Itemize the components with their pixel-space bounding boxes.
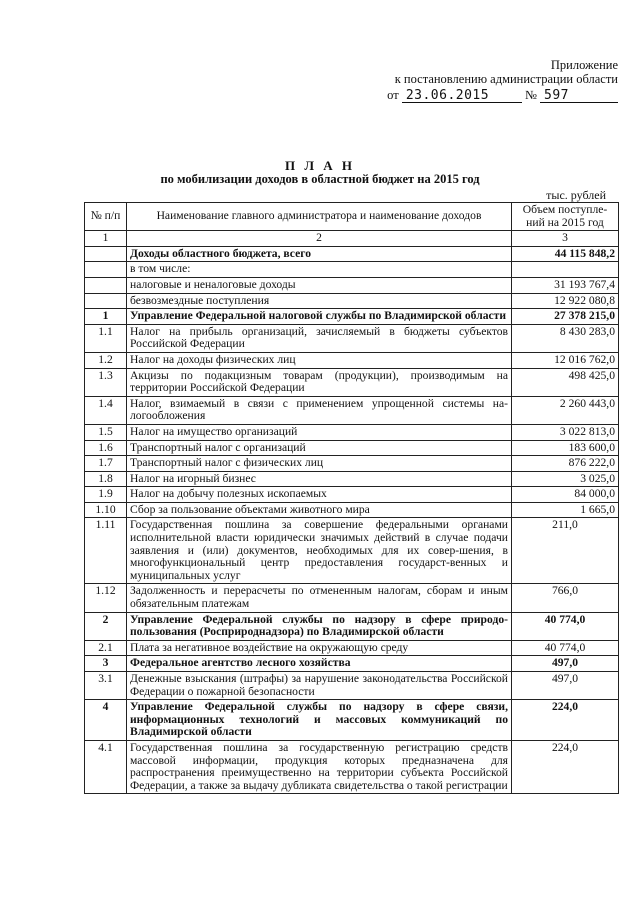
row-name: в том числе: [127,262,512,278]
row-value: 3 022 813,0 [512,424,619,440]
column-index: 1 [85,231,127,247]
row-value: 497,0 [512,656,619,672]
row-number: 1.1 [85,324,127,352]
row-name: Налог на добычу полезных ископаемых [127,487,512,503]
row-name: Плата за негативное воздействие на окружающую среду [127,640,512,656]
row-value: 183 600,0 [512,440,619,456]
row-number: 1.10 [85,502,127,518]
table-row [85,396,619,424]
row-number [85,293,127,309]
row-value: 766,0 [512,584,619,612]
table-row [85,487,619,503]
row-number: 1.8 [85,471,127,487]
header-volume: Объем поступле-ний на 2015 год [512,203,619,231]
table-row [85,293,619,309]
row-value: 1 665,0 [512,502,619,518]
row-name: безвозмездные поступления [127,293,512,309]
row-number: 1.12 [85,584,127,612]
table-row [85,740,619,793]
row-name: Управление Федеральной службы по надзору в сфере связи, информационных технологий и массовых коммуникаций по Владимирской области [127,700,512,741]
date-prefix: от [387,88,399,102]
row-number [85,277,127,293]
row-value: 12 922 080,8 [512,293,619,309]
row-number: 1 [85,309,127,325]
row-number [85,262,127,278]
row-name: Управление Федеральной налоговой службы по Владимирской области [127,309,512,325]
table-header-row [85,203,619,231]
row-name: Федеральное агентство лесного хозяйства [127,656,512,672]
row-number: 4 [85,700,127,741]
row-name: Государственная пошлина за государственную регистрацию средств массовой информации, продукция которых предназначена для распространения преимущественно на территории субъекта Российской Федерации, а также за выдачу дубликата свидетельства о такой регистрации [127,740,512,793]
row-value: 224,0 [512,740,619,793]
row-number: 1.11 [85,518,127,584]
row-value: 876 222,0 [512,456,619,472]
row-number: 4.1 [85,740,127,793]
row-number: 1.7 [85,456,127,472]
row-number: 1.2 [85,352,127,368]
column-index-row [85,231,619,247]
table-row [85,502,619,518]
row-value: 3 025,0 [512,471,619,487]
row-name: Транспортный налог с физических лиц [127,456,512,472]
table-row [85,368,619,396]
table-row [85,262,619,278]
row-name: Налог на доходы физических лиц [127,352,512,368]
page-subtitle: по мобилизации доходов в областной бюджет на 2015 год [160,172,480,186]
row-name: Управление Федеральной службы по надзору в сфере природо-пользования (Росприроднадзора) по Владимирской области [127,612,512,640]
row-number: 1.4 [85,396,127,424]
table-row [85,424,619,440]
row-number: 3.1 [85,672,127,700]
header-name: Наименование главного администратора и наименование доходов [127,203,512,231]
table-row [85,612,619,640]
row-number: 2 [85,612,127,640]
row-value: 40 774,0 [512,640,619,656]
table-row [85,246,619,262]
resolution-date: 23.06.2015 [402,89,522,103]
table-row [85,440,619,456]
row-number: 1.9 [85,487,127,503]
row-name: Транспортный налог с организаций [127,440,512,456]
row-name: Налог на игорный бизнес [127,471,512,487]
row-number: 3 [85,656,127,672]
appendix-label: Приложение [550,58,618,72]
number-prefix: № [524,88,537,102]
row-name: Акцизы по подакцизным товарам (продукции), производимым на территории Российской Федерации [127,368,512,396]
row-number [85,246,127,262]
row-value: 12 016 762,0 [512,352,619,368]
row-name: Налог на имущество организаций [127,424,512,440]
table-row [85,656,619,672]
row-number: 1.3 [85,368,127,396]
row-value: 497,0 [512,672,619,700]
row-value: 40 774,0 [512,612,619,640]
revenue-plan-table [84,202,619,794]
header-number: № п/п [85,203,127,231]
column-index: 2 [127,231,512,247]
row-value: 498 425,0 [512,368,619,396]
resolution-number: 597 [540,89,618,103]
row-value: 224,0 [512,700,619,741]
table-row [85,324,619,352]
table-row [85,277,619,293]
row-value: 8 430 283,0 [512,324,619,352]
row-number: 1.6 [85,440,127,456]
row-number: 1.5 [85,424,127,440]
row-name: Доходы областного бюджета, всего [127,246,512,262]
table-row [85,584,619,612]
table-row [85,456,619,472]
row-value: 211,0 [512,518,619,584]
resolution-date-number [358,88,618,103]
table-row [85,700,619,741]
row-name: Государственная пошлина за совершение федеральными органами исполнительной власти юридически значимых действий в случае подачи заявления и (или) документов, необходимых для их совер-шения, в многофункциональный центр предоставления государст-венных и муниципальных услуг [127,518,512,584]
table-row [85,309,619,325]
row-name: Задолженность и перерасчеты по отмененным налогам, сборам и иным обязательным платежам [127,584,512,612]
table-row [85,518,619,584]
row-name: Налог на прибыль организаций, зачисляемый в бюджеты субъектов Российской Федерации [127,324,512,352]
row-value: 27 378 215,0 [512,309,619,325]
row-number: 2.1 [85,640,127,656]
row-name: налоговые и неналоговые доходы [127,277,512,293]
row-name: Сбор за пользование объектами животного мира [127,502,512,518]
table-row [85,352,619,368]
row-name: Налог, взимаемый в связи с применением упрощенной системы на-логообложения [127,396,512,424]
row-value [512,262,619,278]
table-row [85,471,619,487]
row-value: 31 193 767,4 [512,277,619,293]
row-name: Денежные взыскания (штрафы) за нарушение законодательства Российской Федерации о пожарной безопасности [127,672,512,700]
table-row [85,672,619,700]
resolution-reference: к постановлению администрации области [394,72,618,86]
row-value: 84 000,0 [512,487,619,503]
column-index: 3 [512,231,619,247]
table-row [85,640,619,656]
row-value: 2 260 443,0 [512,396,619,424]
units-label: тыс. рублей [546,188,606,202]
row-value: 44 115 848,2 [512,246,619,262]
appendix-header [358,58,618,103]
page-title: П Л А Н [284,158,356,173]
